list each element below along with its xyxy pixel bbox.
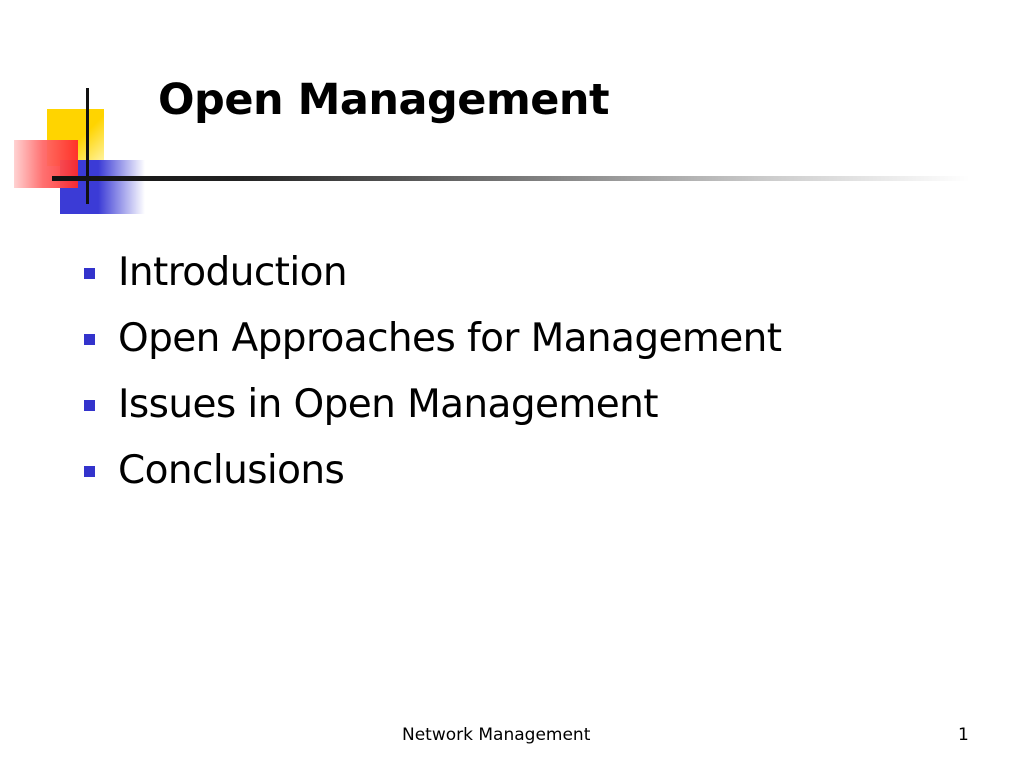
- bullet-text-introduction: Introduction: [118, 250, 347, 295]
- slide-title: Open Management: [158, 75, 610, 125]
- square-bullet-icon: [84, 400, 95, 411]
- bullet-text-open-approaches: Open Approaches for Management: [118, 316, 782, 361]
- square-bullet-icon: [84, 268, 95, 279]
- footer-title: Network Management: [402, 725, 591, 745]
- bullet-text-conclusions: Conclusions: [118, 448, 345, 493]
- bullet-text-issues: Issues in Open Management: [118, 382, 658, 427]
- slide-number: 1: [958, 725, 969, 745]
- square-bullet-icon: [84, 334, 95, 345]
- square-bullet-icon: [84, 466, 95, 477]
- title-underline: [52, 176, 970, 181]
- decor-vertical-line: [86, 88, 89, 204]
